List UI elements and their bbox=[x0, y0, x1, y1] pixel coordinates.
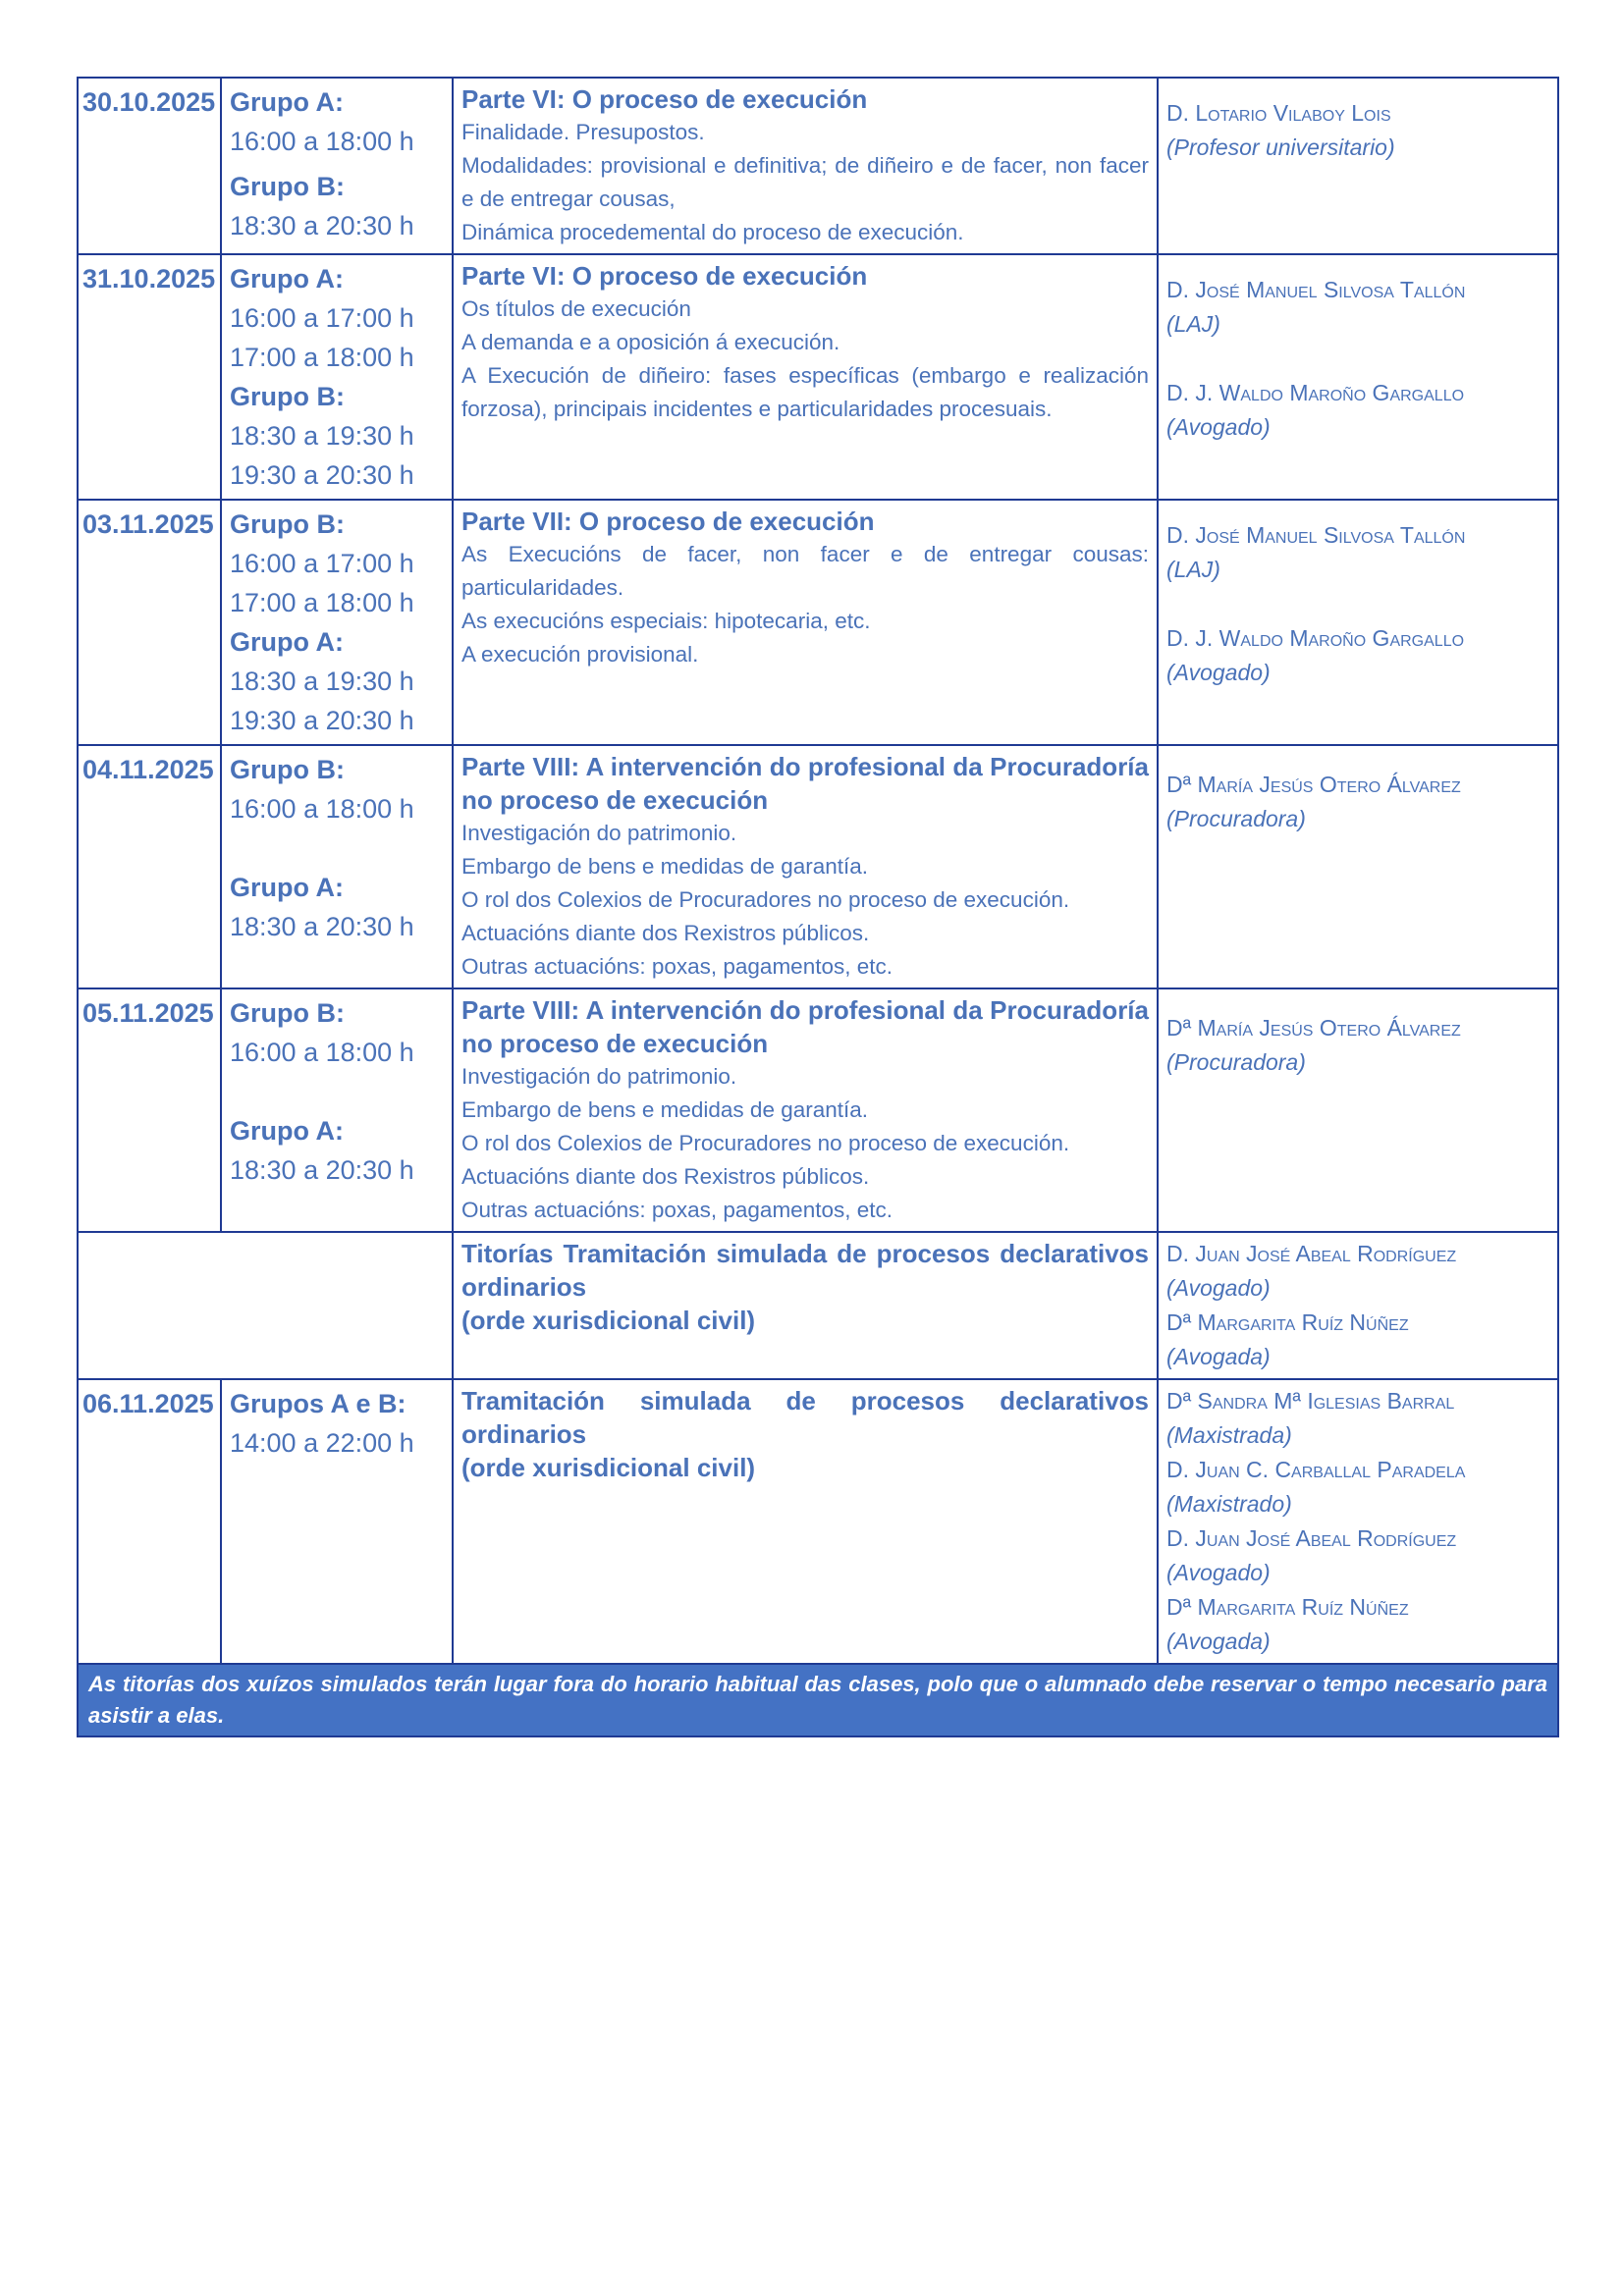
speaker-name: D. José Manuel Silvosa Tallón bbox=[1166, 522, 1466, 548]
session-time-cell bbox=[221, 500, 453, 745]
group-time: 18:30 a 20:30 h bbox=[230, 912, 414, 941]
session-topic: Actuacións diante dos Rexistros públicos. bbox=[461, 1164, 870, 1189]
session-speakers-cell bbox=[1158, 745, 1558, 988]
speaker-spacer bbox=[1166, 587, 1549, 621]
session-content-cell bbox=[453, 1232, 1158, 1379]
session-date-cell bbox=[78, 1379, 221, 1664]
speaker-name: D. José Manuel Silvosa Tallón bbox=[1166, 277, 1466, 302]
speaker-spacer bbox=[1166, 750, 1549, 768]
group-spacer bbox=[230, 828, 444, 868]
session-title: Parte VIII: A intervención do profesional da Procuradoría no proceso de execución bbox=[461, 752, 1149, 815]
group-time: 14:00 a 22:00 h bbox=[230, 1428, 414, 1458]
session-time-cell bbox=[221, 1379, 453, 1664]
session-date-cell bbox=[78, 988, 221, 1232]
group-time: 18:30 a 20:30 h bbox=[230, 211, 414, 240]
footer-note: As titorías dos xuízos simulados terán lugar fora do horario habitual das clases, polo que o alumnado debe reservar o tempo necesario para asistir a elas. bbox=[78, 1664, 1558, 1736]
session-title: Titorías Tramitación simulada de procesos declarativos ordinarios bbox=[461, 1239, 1149, 1302]
session-speakers-cell bbox=[1158, 1232, 1558, 1379]
session-topic: O rol dos Colexios de Procuradores no proceso de execución. bbox=[461, 887, 1070, 912]
session-topic: Finalidade. Presupostos. bbox=[461, 120, 705, 144]
speaker-spacer bbox=[1166, 505, 1549, 518]
speaker-name: Dª Margarita Ruíz Núñez bbox=[1166, 1594, 1409, 1620]
session-date: 03.11.2025 bbox=[82, 509, 214, 539]
session-topic: A execución provisional. bbox=[461, 642, 699, 667]
speaker-role: (Maxistrado) bbox=[1166, 1491, 1292, 1517]
session-date-cell bbox=[78, 1232, 453, 1379]
session-content-cell bbox=[453, 78, 1158, 254]
group-time: 16:00 a 17:00 h bbox=[230, 303, 414, 333]
group-time: 19:30 a 20:30 h bbox=[230, 706, 414, 735]
speaker-role: (Profesor universitario) bbox=[1166, 134, 1395, 160]
session-subtitle: (orde xurisdicional civil) bbox=[461, 1453, 756, 1482]
session-row bbox=[78, 78, 1558, 254]
session-topic: Modalidades: provisional e definitiva; de diñeiro e de facer, non facer e de entregar cousas, bbox=[461, 153, 1149, 211]
speaker-name: Dª María Jesús Otero Álvarez bbox=[1166, 772, 1461, 797]
group-time: 18:30 a 19:30 h bbox=[230, 667, 414, 696]
session-date: 30.10.2025 bbox=[82, 87, 216, 117]
session-topic: Investigación do patrimonio. bbox=[461, 821, 737, 845]
session-time-cell bbox=[221, 78, 453, 254]
group-time: 16:00 a 18:00 h bbox=[230, 127, 414, 156]
speaker-name: D. Juan José Abeal Rodríguez bbox=[1166, 1241, 1457, 1266]
session-topic: Embargo de bens e medidas de garantía. bbox=[461, 854, 869, 879]
group-label: Grupo A: bbox=[230, 1116, 344, 1146]
session-title: Tramitación simulada de procesos declarativos ordinarios bbox=[461, 1386, 1149, 1449]
speaker-role: (Avogado) bbox=[1166, 1560, 1271, 1585]
session-content-cell bbox=[453, 1379, 1158, 1664]
session-topic: Investigación do patrimonio. bbox=[461, 1064, 737, 1089]
group-time: 18:30 a 19:30 h bbox=[230, 421, 414, 451]
session-title: Parte VI: O proceso de execución bbox=[461, 84, 868, 114]
session-date: 04.11.2025 bbox=[82, 755, 214, 784]
session-date-cell bbox=[78, 500, 221, 745]
group-label: Grupo A: bbox=[230, 264, 344, 294]
speaker-role: (Procuradora) bbox=[1166, 1049, 1306, 1075]
group-label: Grupo B: bbox=[230, 509, 345, 539]
group-time: 17:00 a 18:00 h bbox=[230, 588, 414, 617]
group-label: Grupo A: bbox=[230, 873, 344, 902]
group-time: 17:00 a 18:00 h bbox=[230, 343, 414, 372]
speaker-spacer bbox=[1166, 993, 1549, 1011]
session-title: Parte VII: O proceso de execución bbox=[461, 507, 875, 536]
session-title: Parte VIII: A intervención do profesional da Procuradoría no proceso de execución bbox=[461, 995, 1149, 1058]
speaker-spacer bbox=[1166, 259, 1549, 273]
session-topic: O rol dos Colexios de Procuradores no proceso de execución. bbox=[461, 1131, 1070, 1155]
speaker-role: (LAJ) bbox=[1166, 557, 1220, 582]
group-time: 16:00 a 18:00 h bbox=[230, 794, 414, 824]
session-date: 05.11.2025 bbox=[82, 998, 214, 1028]
group-time: 18:30 a 20:30 h bbox=[230, 1155, 414, 1185]
session-speakers-cell bbox=[1158, 500, 1558, 745]
speaker-role: (Procuradora) bbox=[1166, 806, 1306, 831]
group-label: Grupo B: bbox=[230, 755, 345, 784]
speaker-role: (Maxistrada) bbox=[1166, 1422, 1292, 1448]
session-date: 31.10.2025 bbox=[82, 264, 216, 294]
speaker-role: (Avogada) bbox=[1166, 1344, 1271, 1369]
session-row bbox=[78, 254, 1558, 500]
group-label: Grupos A e B: bbox=[230, 1389, 406, 1418]
session-date-cell bbox=[78, 745, 221, 988]
group-label: Grupo A: bbox=[230, 627, 344, 657]
speaker-name: D. J. Waldo Maroño Gargallo bbox=[1166, 380, 1465, 405]
session-row bbox=[78, 1379, 1558, 1664]
speaker-role: (Avogada) bbox=[1166, 1629, 1271, 1654]
speaker-name: D. Lotario Vilaboy Lois bbox=[1166, 100, 1391, 126]
session-row bbox=[78, 1232, 1558, 1379]
session-time-cell bbox=[221, 745, 453, 988]
schedule-body bbox=[78, 78, 1558, 1664]
speaker-name: D. J. Waldo Maroño Gargallo bbox=[1166, 625, 1465, 651]
session-topic: Dinámica procedemental do proceso de execución. bbox=[461, 220, 964, 244]
session-topic: A demanda e a oposición á execución. bbox=[461, 330, 840, 354]
session-content-cell bbox=[453, 500, 1158, 745]
session-topic: As execucións especiais: hipotecaria, etc. bbox=[461, 609, 871, 633]
session-topic: A Execución de diñeiro: fases específicas (embargo e realización forzosa), principais incidentes e particularidades procesuais. bbox=[461, 363, 1149, 421]
session-speakers-cell bbox=[1158, 254, 1558, 500]
group-label: Grupo B: bbox=[230, 172, 345, 201]
group-time: 16:00 a 18:00 h bbox=[230, 1038, 414, 1067]
speaker-name: Dª Margarita Ruíz Núñez bbox=[1166, 1309, 1409, 1335]
session-content-cell bbox=[453, 988, 1158, 1232]
speaker-name: Dª María Jesús Otero Álvarez bbox=[1166, 1015, 1461, 1041]
group-label: Grupo B: bbox=[230, 382, 345, 411]
session-topic: Os títulos de execución bbox=[461, 296, 691, 321]
session-date-cell bbox=[78, 78, 221, 254]
session-subtitle: (orde xurisdicional civil) bbox=[461, 1306, 756, 1335]
session-content-cell bbox=[453, 254, 1158, 500]
session-topic: Outras actuacións: poxas, pagamentos, etc. bbox=[461, 954, 893, 979]
session-topic: Outras actuacións: poxas, pagamentos, etc. bbox=[461, 1198, 893, 1222]
session-speakers-cell bbox=[1158, 78, 1558, 254]
session-date: 06.11.2025 bbox=[82, 1389, 214, 1418]
group-spacer bbox=[230, 1072, 444, 1111]
speaker-spacer bbox=[1166, 82, 1549, 96]
session-title: Parte VI: O proceso de execución bbox=[461, 261, 868, 291]
session-row bbox=[78, 500, 1558, 745]
footer-note-row bbox=[78, 1664, 1558, 1736]
session-content-cell bbox=[453, 745, 1158, 988]
group-label: Grupo A: bbox=[230, 87, 344, 117]
speaker-role: (LAJ) bbox=[1166, 311, 1220, 337]
session-time-cell bbox=[221, 988, 453, 1232]
speaker-name: D. Juan José Abeal Rodríguez bbox=[1166, 1525, 1457, 1551]
speaker-role: (Avogado) bbox=[1166, 1275, 1271, 1301]
session-speakers-cell bbox=[1158, 1379, 1558, 1664]
group-label: Grupo B: bbox=[230, 998, 345, 1028]
session-speakers-cell bbox=[1158, 988, 1558, 1232]
speaker-spacer bbox=[1166, 342, 1549, 376]
speaker-name: D. Juan C. Carballal Paradela bbox=[1166, 1457, 1466, 1482]
session-topic: Embargo de bens e medidas de garantía. bbox=[461, 1097, 869, 1122]
schedule-table bbox=[77, 77, 1559, 1737]
speaker-role: (Avogado) bbox=[1166, 414, 1271, 440]
session-topic: As Execucións de facer, non facer e de entregar cousas: particularidades. bbox=[461, 542, 1149, 600]
session-row bbox=[78, 745, 1558, 988]
session-date-cell bbox=[78, 254, 221, 500]
speaker-role: (Avogado) bbox=[1166, 660, 1271, 685]
group-time: 19:30 a 20:30 h bbox=[230, 460, 414, 490]
speaker-name: Dª Sandra Mª Iglesias Barral bbox=[1166, 1388, 1455, 1414]
session-time-cell bbox=[221, 254, 453, 500]
session-row bbox=[78, 988, 1558, 1232]
session-topic: Actuacións diante dos Rexistros públicos. bbox=[461, 921, 870, 945]
group-time: 16:00 a 17:00 h bbox=[230, 549, 414, 578]
